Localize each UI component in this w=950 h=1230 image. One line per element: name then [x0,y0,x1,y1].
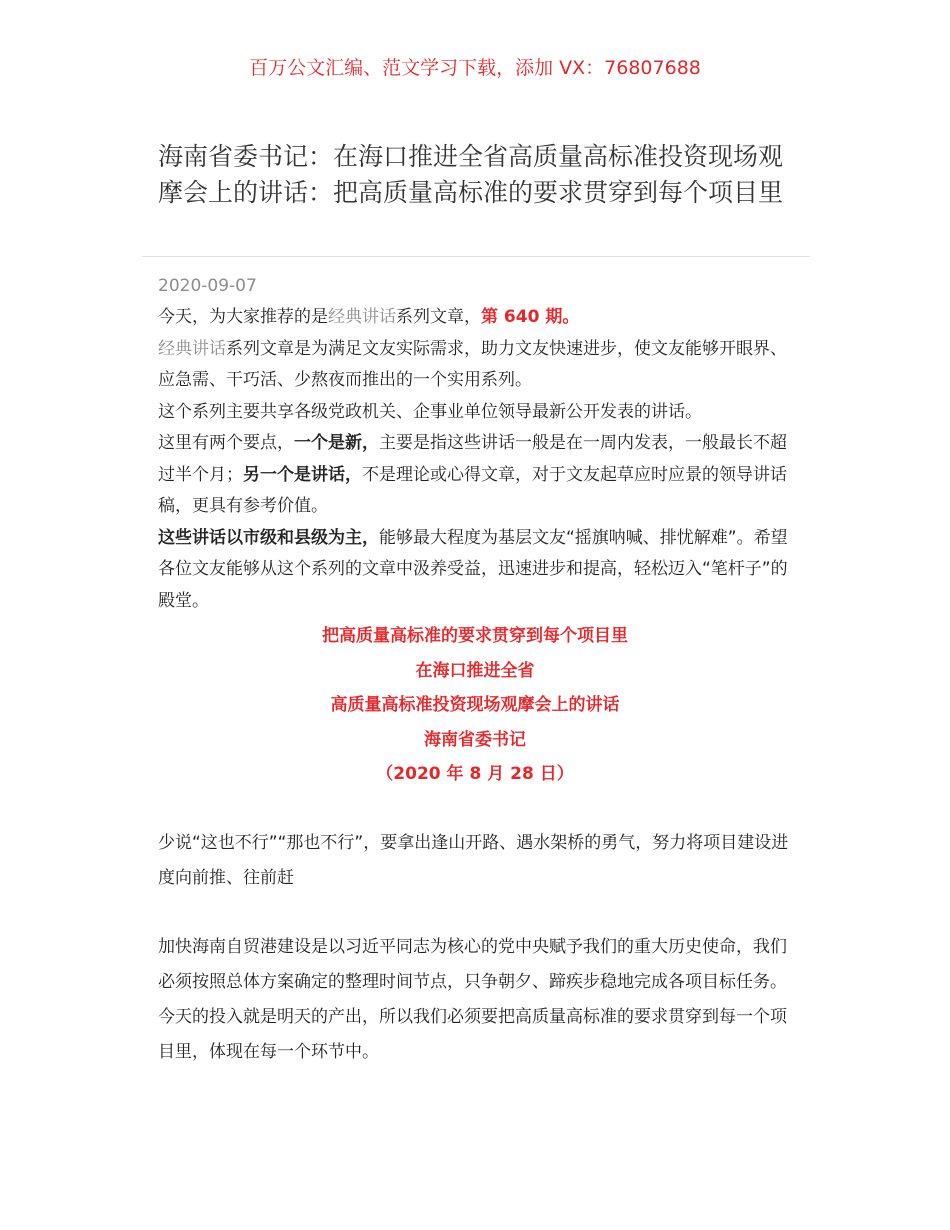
key-point-level: 这些讲话以市级和县级为主， [158,527,379,548]
intro-paragraph-1 [158,302,792,334]
spacer [158,792,792,826]
article-title: 海南省委书记：在海口推进全省高质量高标准投资现场观摩会上的讲话：把高质量高标准的要求贯穿到每个项目里 [158,142,784,207]
title-divider [142,256,810,257]
intro-paragraph-4 [158,428,792,523]
intro-text: 系列文章是为满足文友实际需求，助力文友快速进步，使文友能够开眼界、应急需、干巧活、少熬夜而推出的一个实用系列。 [158,338,787,390]
speech-date: （2020 年 8 月 28 日） [376,764,574,785]
intro-text: 今天，为大家推荐的是 [158,307,328,327]
intro-paragraph-5 [158,523,792,618]
body-paragraph-2: 加快海南自贸港建设是以习近平同志为核心的党中央赋予我们的重大历史使命，我们必须按照总体方案确定的整理时间节点，只争朝夕、蹄疾步稳地完成各项目标任务。今天的投入就是明天的产出，所以我们必须要把高质量高标准的要求贯穿到每一个项目里，体现在每一个环节中。 [158,936,787,1062]
intro-text: 能够最大程度为基层文友“摇旗呐喊、排忧解难”。希望各位文友能够从这个系列的文章中汲养受益，迅速进步和提高，轻松迈入“笔杆子”的殿堂。 [158,527,788,611]
speech-subtitle-2: 高质量高标准投资现场观摩会上的讲话 [330,695,620,716]
publish-date: 2020-09-07 [158,276,257,296]
body-paragraph-1: 少说“这也不行”“那也不行”，要拿出逢山开路、遇水架桥的勇气，努力将项目建设进度向前推、往前赶 [158,832,789,888]
article-body [158,302,792,1070]
intro-paragraph-3: 这个系列主要共享各级党政机关、企事业单位领导最新公开发表的讲话。 [158,401,702,422]
key-point-new: 一个是新， [294,433,379,453]
issue-number: 第 640 期。 [481,307,580,327]
speech-subtitle-1: 在海口推进全省 [415,660,535,681]
speech-title: 把高质量高标准的要求贯穿到每个项目里 [322,626,628,646]
intro-paragraph-2 [158,334,792,397]
series-term: 经典讲话 [328,307,396,327]
intro-text: 这里有两个要点， [158,433,294,453]
key-point-speech: 另一个是讲话， [243,464,362,485]
intro-text: 不是理论或心得文章，对于文友起草应时应景的领导讲话稿，更具有参考价值。 [158,464,787,516]
promo-banner: 百万公文汇编、范文学习下载，添加 VX：76807688 [249,57,701,79]
speech-heading [158,619,792,792]
speaker: 海南省委书记 [424,729,526,750]
series-term: 经典讲话 [158,338,226,359]
spacer [158,896,792,930]
intro-text: 系列文章， [396,307,481,327]
intro-text: 主要是指这些讲话一般是在一周内发表，一般最长不超过半个月； [158,433,787,485]
